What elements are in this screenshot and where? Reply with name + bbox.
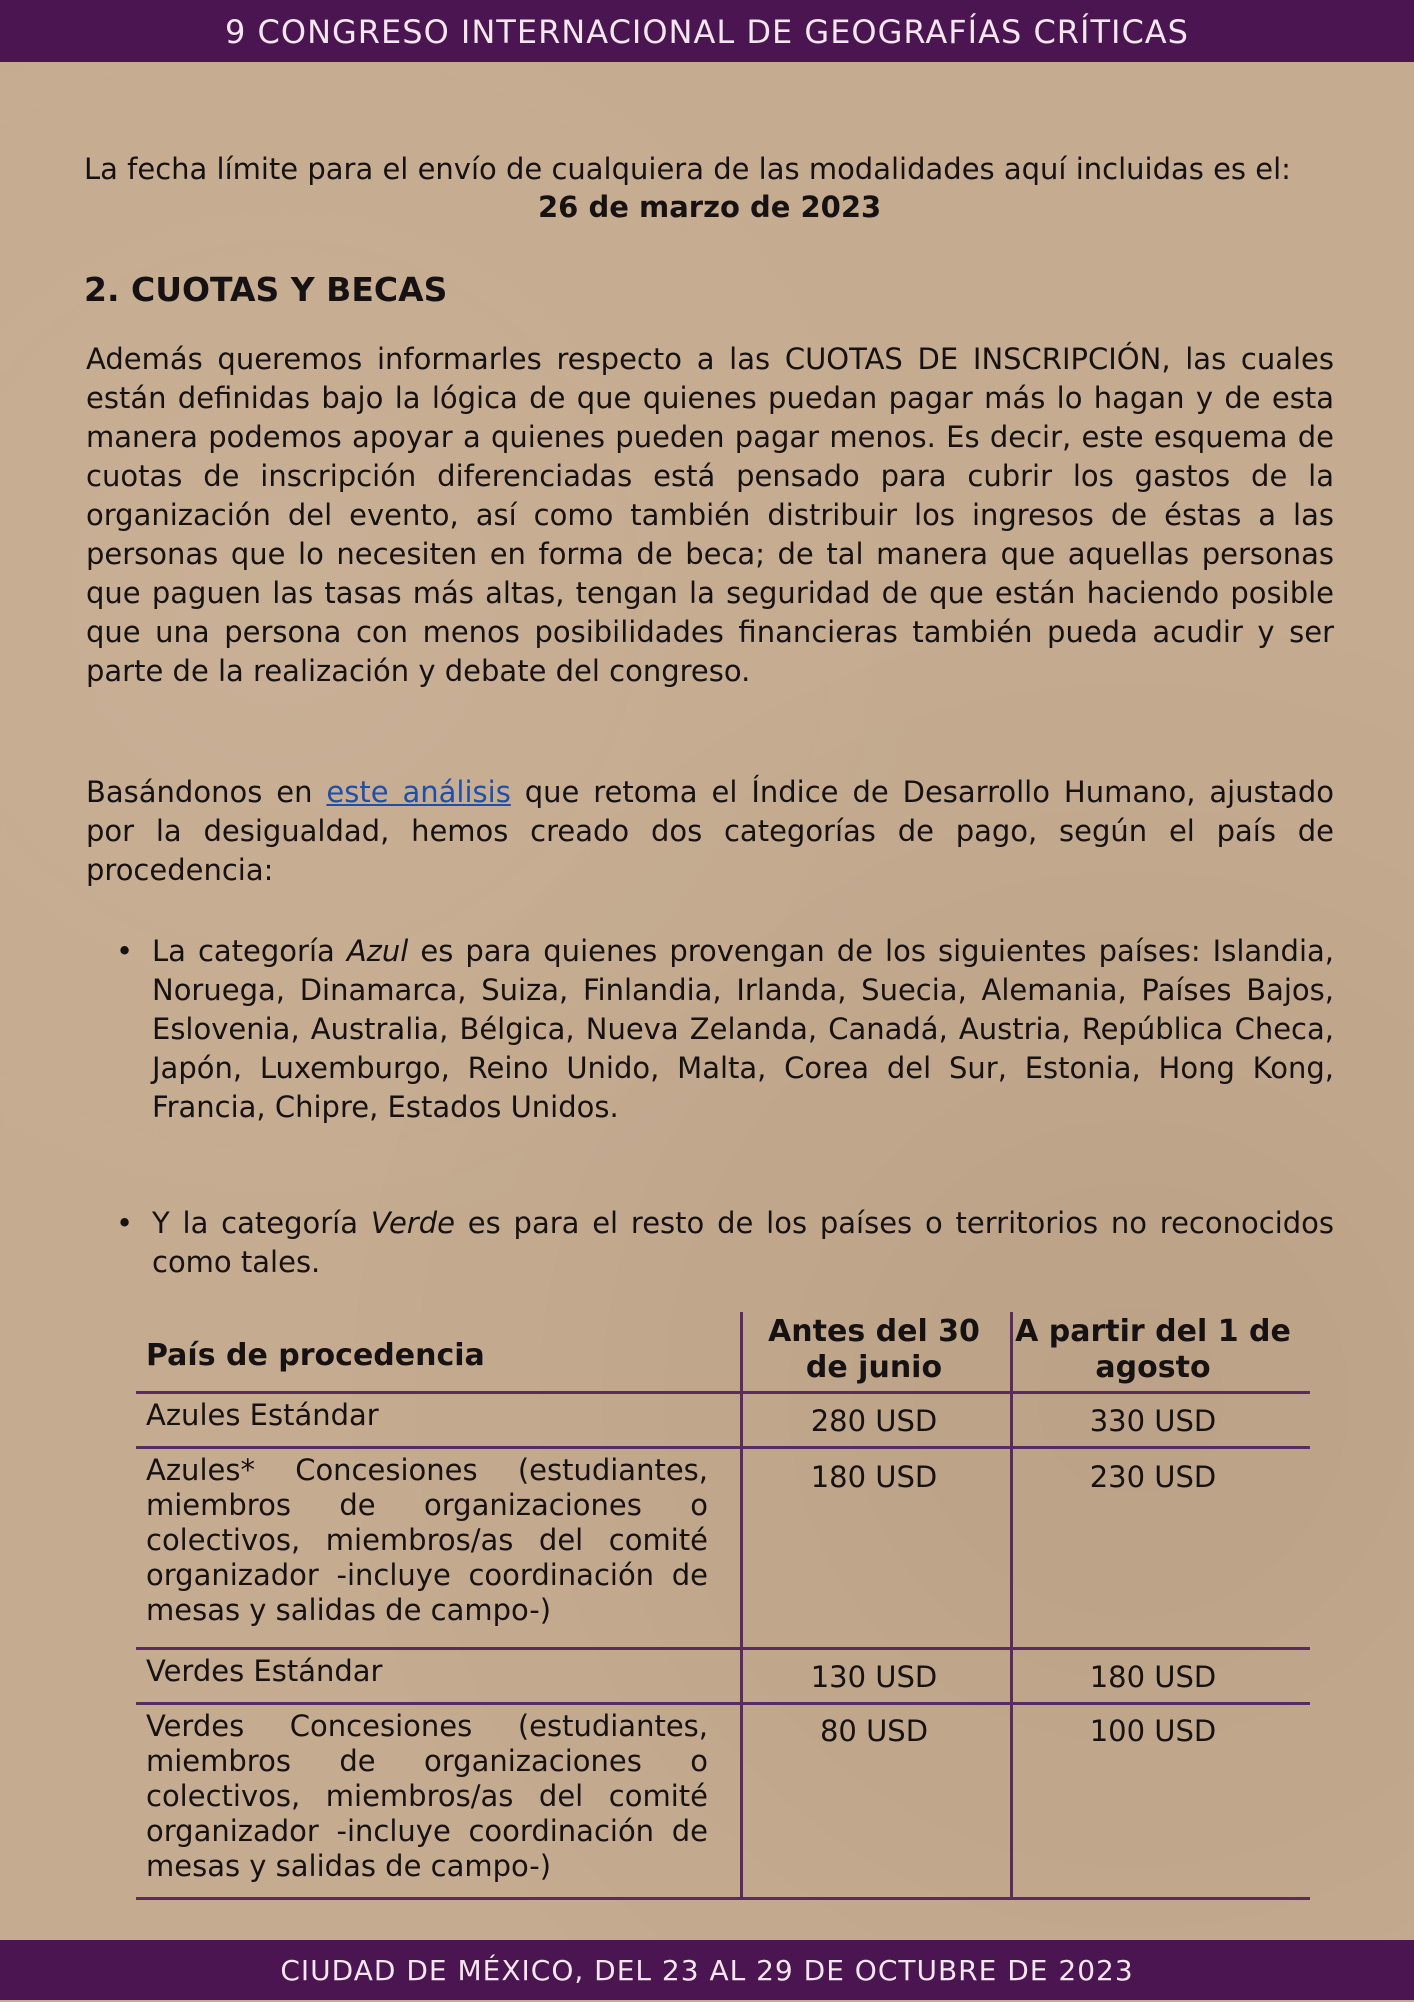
table-rule [136, 1647, 1310, 1650]
deadline-text: La fecha límite para el envío de cualquiera de las modalidades aquí incluidas es el: [84, 152, 1291, 186]
categories-paragraph-end: que retoma el Índice de Desarrollo Humano, ajustado por la desigualdad, hemos creado dos categorías de pago, según el país de procedencia: [86, 775, 1334, 887]
table-row-name: Azules* Concesiones (estudiantes, miembros de organizaciones o colectivos, miembros/as del comité organizador -incluye coordinación de mesas y salidas de campo-) [146, 1453, 708, 1627]
table-rule [136, 1391, 1310, 1394]
table-header-after: A partir del 1 de agosto [1015, 1314, 1291, 1385]
categories-paragraph [86, 773, 1334, 890]
table-rule [136, 1446, 1310, 1449]
deadline-date: 26 de marzo de 2023 [538, 190, 882, 224]
analysis-link[interactable]: este análisis [326, 775, 511, 809]
event-location-dates: CIUDAD DE MÉXICO, DEL 23 AL 29 DE OCTUBRE DE 2023 [280, 1954, 1134, 1987]
table-divider [1010, 1312, 1013, 1900]
table-row-name: Verdes Estándar [146, 1654, 383, 1688]
bullet-text-end: es para quienes provengan de los siguientes países: Islandia, Noruega, Dinamarca, Suiza, Finlandia, Irlanda, Suecia, Alemania, Países Bajos, Eslovenia, Australia, Bélgica, Nueva Zelanda, Canadá, Austria, República Checa, Japón, Luxemburgo, Reino Unido, Malta, Corea del Sur, Estonia, Hong Kong, Francia, Chipre, Estados Unidos. [152, 934, 1334, 1124]
table-cell-price: 180 USD [810, 1460, 938, 1494]
table-header-country: País de procedencia [146, 1338, 485, 1373]
categories-paragraph-start: Basándonos en [86, 775, 327, 809]
table-cell-price: 230 USD [1089, 1460, 1217, 1494]
footer-banner [0, 1940, 1414, 2000]
bullet-icon: • [116, 934, 134, 968]
table-cell-price: 130 USD [810, 1660, 938, 1694]
list-item-blue-category [116, 932, 1334, 1127]
fees-table [136, 1312, 1310, 1900]
category-name-blue: Azul [346, 934, 409, 968]
conference-title: 9 CONGRESO INTERNACIONAL DE GEOGRAFÍAS CRÍTICAS [225, 13, 1189, 51]
table-rule [136, 1702, 1310, 1705]
section-title: 2. CUOTAS Y BECAS [84, 270, 448, 309]
list-item-green-category [116, 1204, 1334, 1282]
table-header-before: Antes del 30 de junio [768, 1314, 980, 1385]
bullet-text-start: Y la categoría [152, 1206, 371, 1240]
category-name-green: Verde [370, 1206, 455, 1240]
table-rule [136, 1897, 1310, 1900]
table-cell-price: 100 USD [1089, 1714, 1217, 1748]
table-cell-price: 180 USD [1089, 1660, 1217, 1694]
table-row-name: Azules Estándar [146, 1398, 379, 1432]
table-cell-price: 80 USD [819, 1714, 929, 1748]
table-cell-price: 330 USD [1089, 1404, 1217, 1438]
table-row-name: Verdes Concesiones (estudiantes, miembros de organizaciones o colectivos, miembros/as del comité organizador -incluye coordinación de mesas y salidas de campo-) [146, 1709, 708, 1883]
table-cell-price: 280 USD [810, 1404, 938, 1438]
bullet-text-start: La categoría [152, 934, 347, 968]
header-banner [0, 0, 1414, 62]
fees-paragraph: Además queremos informarles respecto a las CUOTAS DE INSCRIPCIÓN, las cuales están definidas bajo la lógica de que quienes puedan pagar más lo hagan y de esta manera podemos apoyar a quienes pueden pagar menos. Es decir, este esquema de cuotas de inscripción diferenciadas está pensado para cubrir los gastos de la organización del evento, así como también distribuir los ingresos de éstas a las personas que lo necesiten en forma de beca; de tal manera que aquellas personas que paguen las tasas más altas, tengan la seguridad de que están haciendo posible que una persona con menos posibilidades financieras también pueda acudir y ser parte de la realización y debate del congreso. [86, 342, 1334, 688]
bullet-icon: • [116, 1206, 134, 1240]
table-divider [740, 1312, 743, 1900]
bullet-text-end: es para el resto de los países o territorios no reconocidos como tales. [152, 1206, 1335, 1279]
